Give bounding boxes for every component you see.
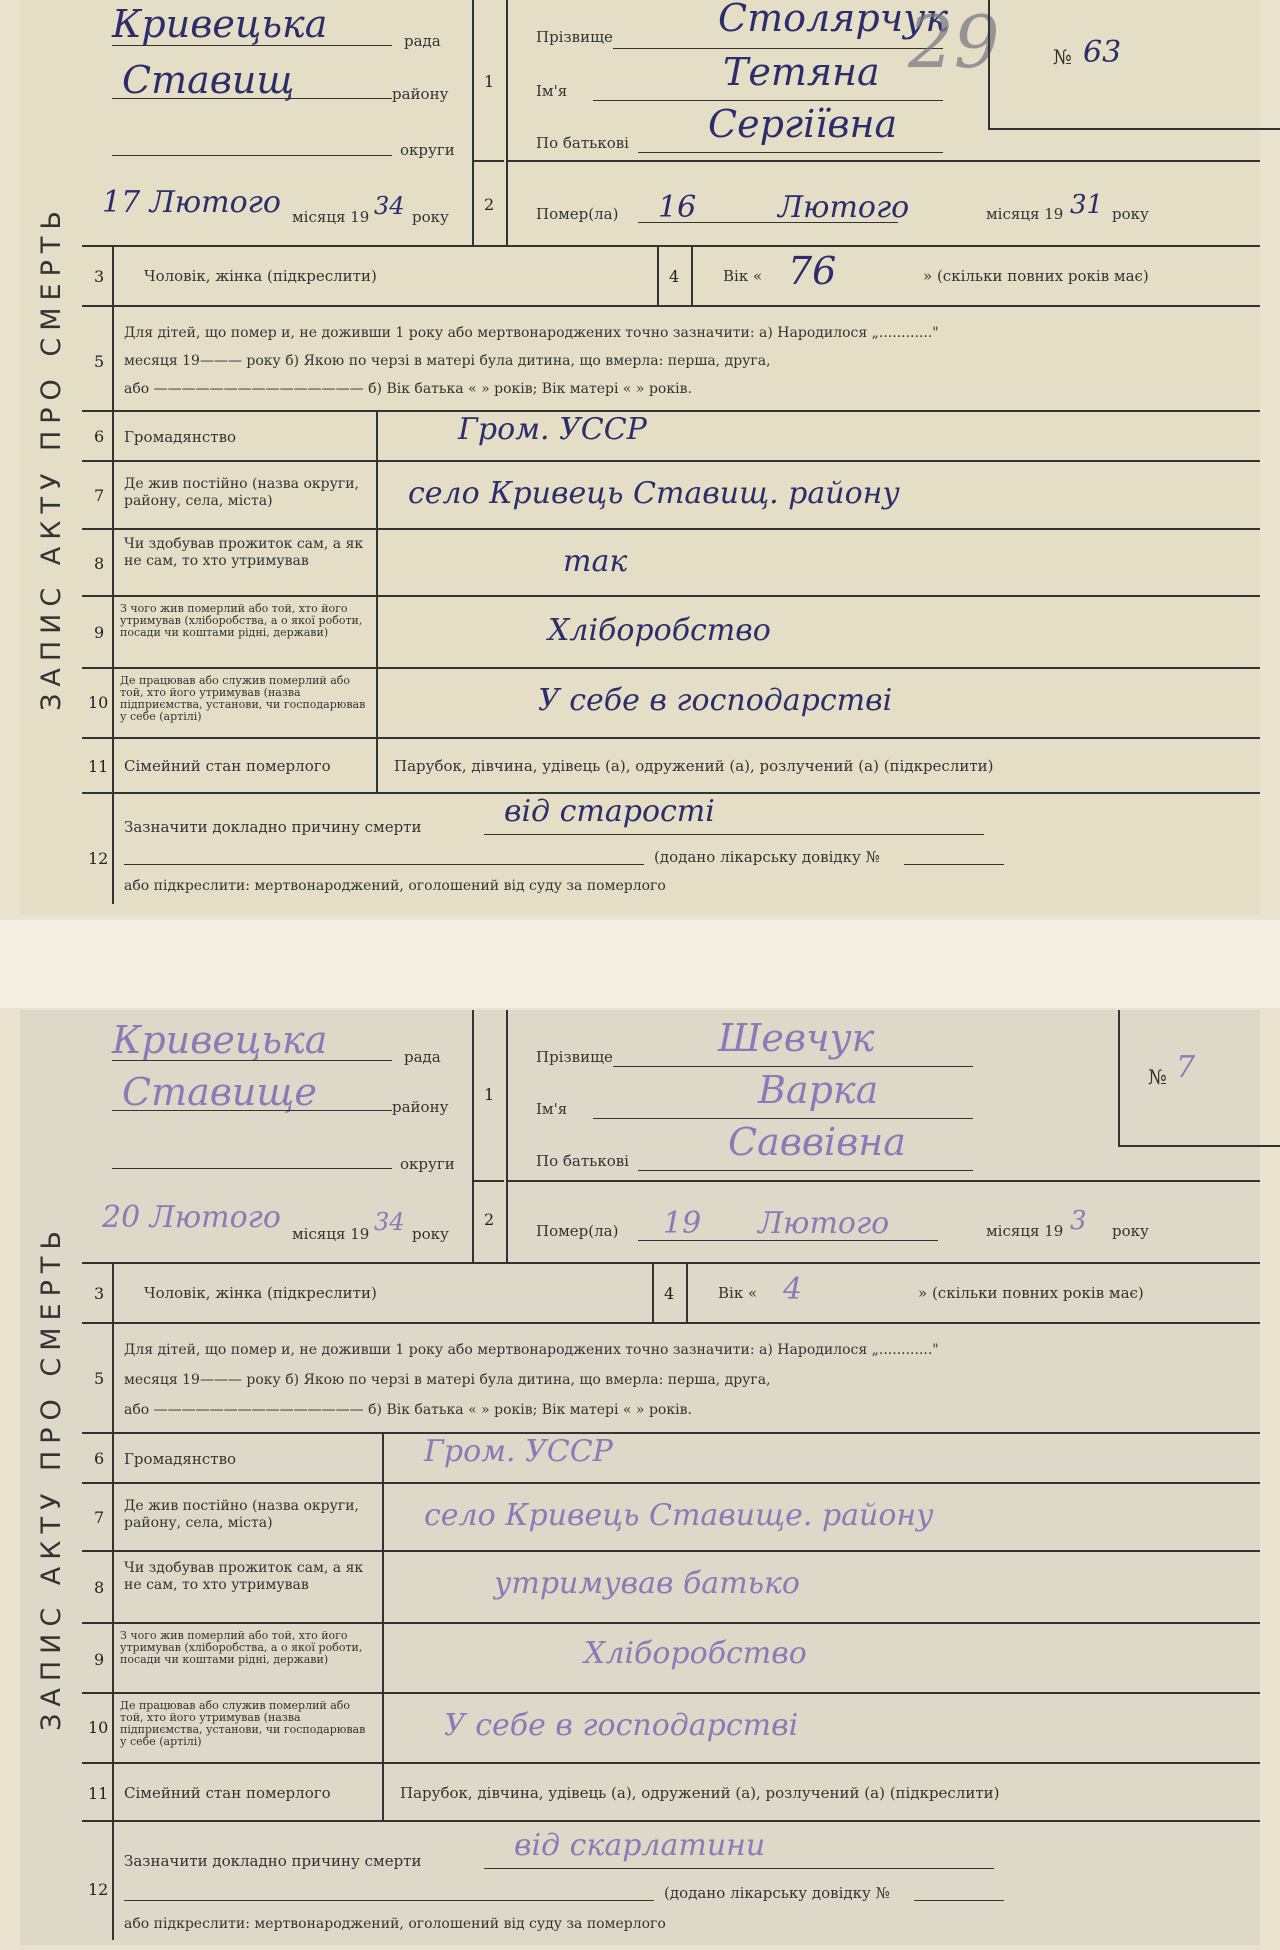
death-record-form-1 <box>20 0 1260 915</box>
row-8: 8 Чи здобував прожиток сам, а як не сам, то хто утримував утримував батько <box>82 1550 1260 1624</box>
header-row: Кривецька рада Ставище району округи 20 Лютого місяця 19 34 року 1 2 Прізвище Шевчук Ім'я Варка По батькові Саввівна № 7 Помер(ла) 19 Лютого місяця 19 3 року <box>82 1010 1260 1262</box>
citizenship-value: Гром. УССР <box>424 1434 613 1469</box>
surname-value: Столярчук <box>718 0 949 40</box>
side-title: ЗАПИС АКТУ ПРО СМЕРТЬ <box>35 204 67 711</box>
surname-value: Шевчук <box>718 1016 875 1060</box>
rada-value: Кривецька <box>112 1018 328 1062</box>
cause-value: від скарлатини <box>514 1828 766 1863</box>
livelihood-value: утримував батько <box>494 1566 800 1601</box>
death-year: 3 <box>1070 1206 1087 1236</box>
reg-date: 20 Лютого <box>102 1200 281 1235</box>
number-label: № <box>1053 45 1072 69</box>
row-9: 9 З чого жив померлий або той, хто його утримував (хліборобства, а о якої роботи, посади чи коштами рідні, держави) Хліборобство <box>82 1622 1260 1694</box>
row-11: 11 Сімейний стан померлого Парубок, дівчина, удівець (а), одружений (а), розлучений (а) (підкреслити) <box>82 1762 1260 1822</box>
death-roku-label: року <box>1112 205 1149 223</box>
source-value: Хліборобство <box>548 613 771 648</box>
row-9: 9 З чого жив померлий або той, хто його утримував (хліборобства, а о якої роботи, посади чи коштами рідні, держави) Хліборобство <box>82 595 1260 669</box>
livelihood-value: так <box>563 544 628 579</box>
patronymic-label: По батькові <box>536 134 629 152</box>
reg-year: 34 <box>374 192 405 220</box>
death-record-form-2 <box>20 1010 1260 1945</box>
name-label: Ім'я <box>536 82 568 100</box>
row-6: 6 Громадянство Гром. УССР <box>82 410 1260 462</box>
row-11: 11 Сімейний стан померлого Парубок, дівчина, удівець (а), одружений (а), розлучений (а) (підкреслити) <box>82 737 1260 794</box>
reg-roku-label: року <box>412 208 449 226</box>
row-7: 7 Де жив постійно (назва округи, району, села, міста) село Кривець Ставище. району <box>82 1482 1260 1552</box>
name-value: Тетяна <box>723 50 880 94</box>
reg-year: 34 <box>374 1208 405 1236</box>
died-label: Помер(ла) <box>536 205 619 223</box>
row-10: 10 Де працював або служив померлий або той, хто його утримував (назва підприємства, установи, чи господарював у себе (артілі) У себе в господарстві <box>82 667 1260 739</box>
stamp-number: 29 <box>908 0 1000 84</box>
death-month: Лютого <box>758 1206 890 1241</box>
row-10: 10 Де працював або служив померлий або той, хто його утримував (назва підприємства, установи, чи господарював у себе (артілі) У себе в господарстві <box>82 1692 1260 1764</box>
death-month: Лютого <box>778 190 910 225</box>
raion-value: Ставищ <box>122 58 295 102</box>
death-month-label: місяця 19 <box>986 205 1064 223</box>
raion-value: Ставище <box>122 1070 317 1114</box>
man-woman-label: Чоловік, жінка (підкреслити) <box>144 267 377 285</box>
death-year: 31 <box>1070 190 1104 220</box>
reg-month-label: місяця 19 <box>292 208 370 226</box>
row-6: 6 Громадянство Гром. УССР <box>82 1432 1260 1484</box>
age-suffix: » (скільки повних років має) <box>923 267 1149 285</box>
number-value: 63 <box>1083 35 1122 70</box>
raion-label: району <box>392 85 449 103</box>
residence-value: село Кривець Ставищ. району <box>408 476 900 511</box>
surname-label: Прізвище <box>536 28 613 46</box>
rada-label: рада <box>404 32 441 50</box>
header-row: Кривецька рада Ставищ району округи 17 Лютого місяця 19 34 року 1 2 Прізвище Столярчук Ім'я Тетяна По батькові Сергіївна 29 № 63 Помер(ла) 16 Лютого місяця 19 31 року <box>82 0 1260 245</box>
row-5: 5 Для дітей, що помер и, не доживши 1 року або мертвонароджених точно зазначити: а) Народилося „............" месяця 19——— року б) Якою по черзі в матері була дитина, що вмерла: перша, друга, або ——————————————— б) Вік батька « » років; Вік матері « » років. <box>82 1322 1260 1434</box>
residence-value: село Кривець Ставище. району <box>424 1498 934 1533</box>
citizenship-value: Гром. УССР <box>458 412 647 447</box>
workplace-value: У себе в господарстві <box>444 1708 799 1743</box>
reg-date: 17 Лютого <box>102 185 281 220</box>
row-3-4: 3 Чоловік, жінка (підкреслити) 4 Вік « 4 » (скільки повних років має) <box>82 1262 1260 1324</box>
row-12: 12 Зазначити докладно причину смерти від скарлатини (додано лікарську довідку № або підкреслити: мертвонароджений, оголошений від суду за померлого <box>82 1820 1260 1940</box>
row-12: 12 Зазначити докладно причину смерти від старості (додано лікарську довідку № або підкреслити: мертвонароджений, оголошений від суду за померлого <box>82 792 1260 904</box>
age-value: 76 <box>788 249 837 293</box>
age-label: Вік « <box>723 267 763 285</box>
page-gap <box>0 920 1280 1008</box>
death-day: 19 <box>663 1206 702 1241</box>
rada-value: Кривецька <box>112 2 328 46</box>
row-3-4: 3 Чоловік, жінка (підкреслити) 4 Вік « 76 » (скільки повних років має) <box>82 245 1260 307</box>
row-8: 8 Чи здобував прожиток сам, а як не сам, то хто утримував так <box>82 528 1260 597</box>
workplace-value: У себе в господарстві <box>538 683 893 718</box>
marital-options: Парубок, дівчина, удівець (а), одружений (а), розлучений (а) (підкреслити) <box>394 757 994 775</box>
row-5: 5 Для дітей, що помер и, не доживши 1 року або мертвонароджених точно зазначити: а) Народилося „............" месяця 19——— року б) Якою по черзі в матері була дитина, що вмерла: перша, друга, або ——————————————— б) Вік батька « » років; Вік матері « » років. <box>82 305 1260 412</box>
age-value: 4 <box>783 1272 803 1307</box>
patronymic-value: Сергіївна <box>708 102 898 146</box>
patronymic-value: Саввівна <box>728 1120 906 1164</box>
number-value: 7 <box>1176 1050 1196 1085</box>
death-day: 16 <box>658 190 697 225</box>
okruhy-label: округи <box>400 141 455 159</box>
row-7: 7 Де жив постійно (назва округи, району, села, міста) село Кривець Ставищ. району <box>82 460 1260 530</box>
side-title: ЗАПИС АКТУ ПРО СМЕРТЬ <box>35 1224 67 1731</box>
name-value: Варка <box>758 1068 879 1112</box>
cause-value: від старості <box>504 794 715 829</box>
source-value: Хліборобство <box>584 1636 807 1671</box>
